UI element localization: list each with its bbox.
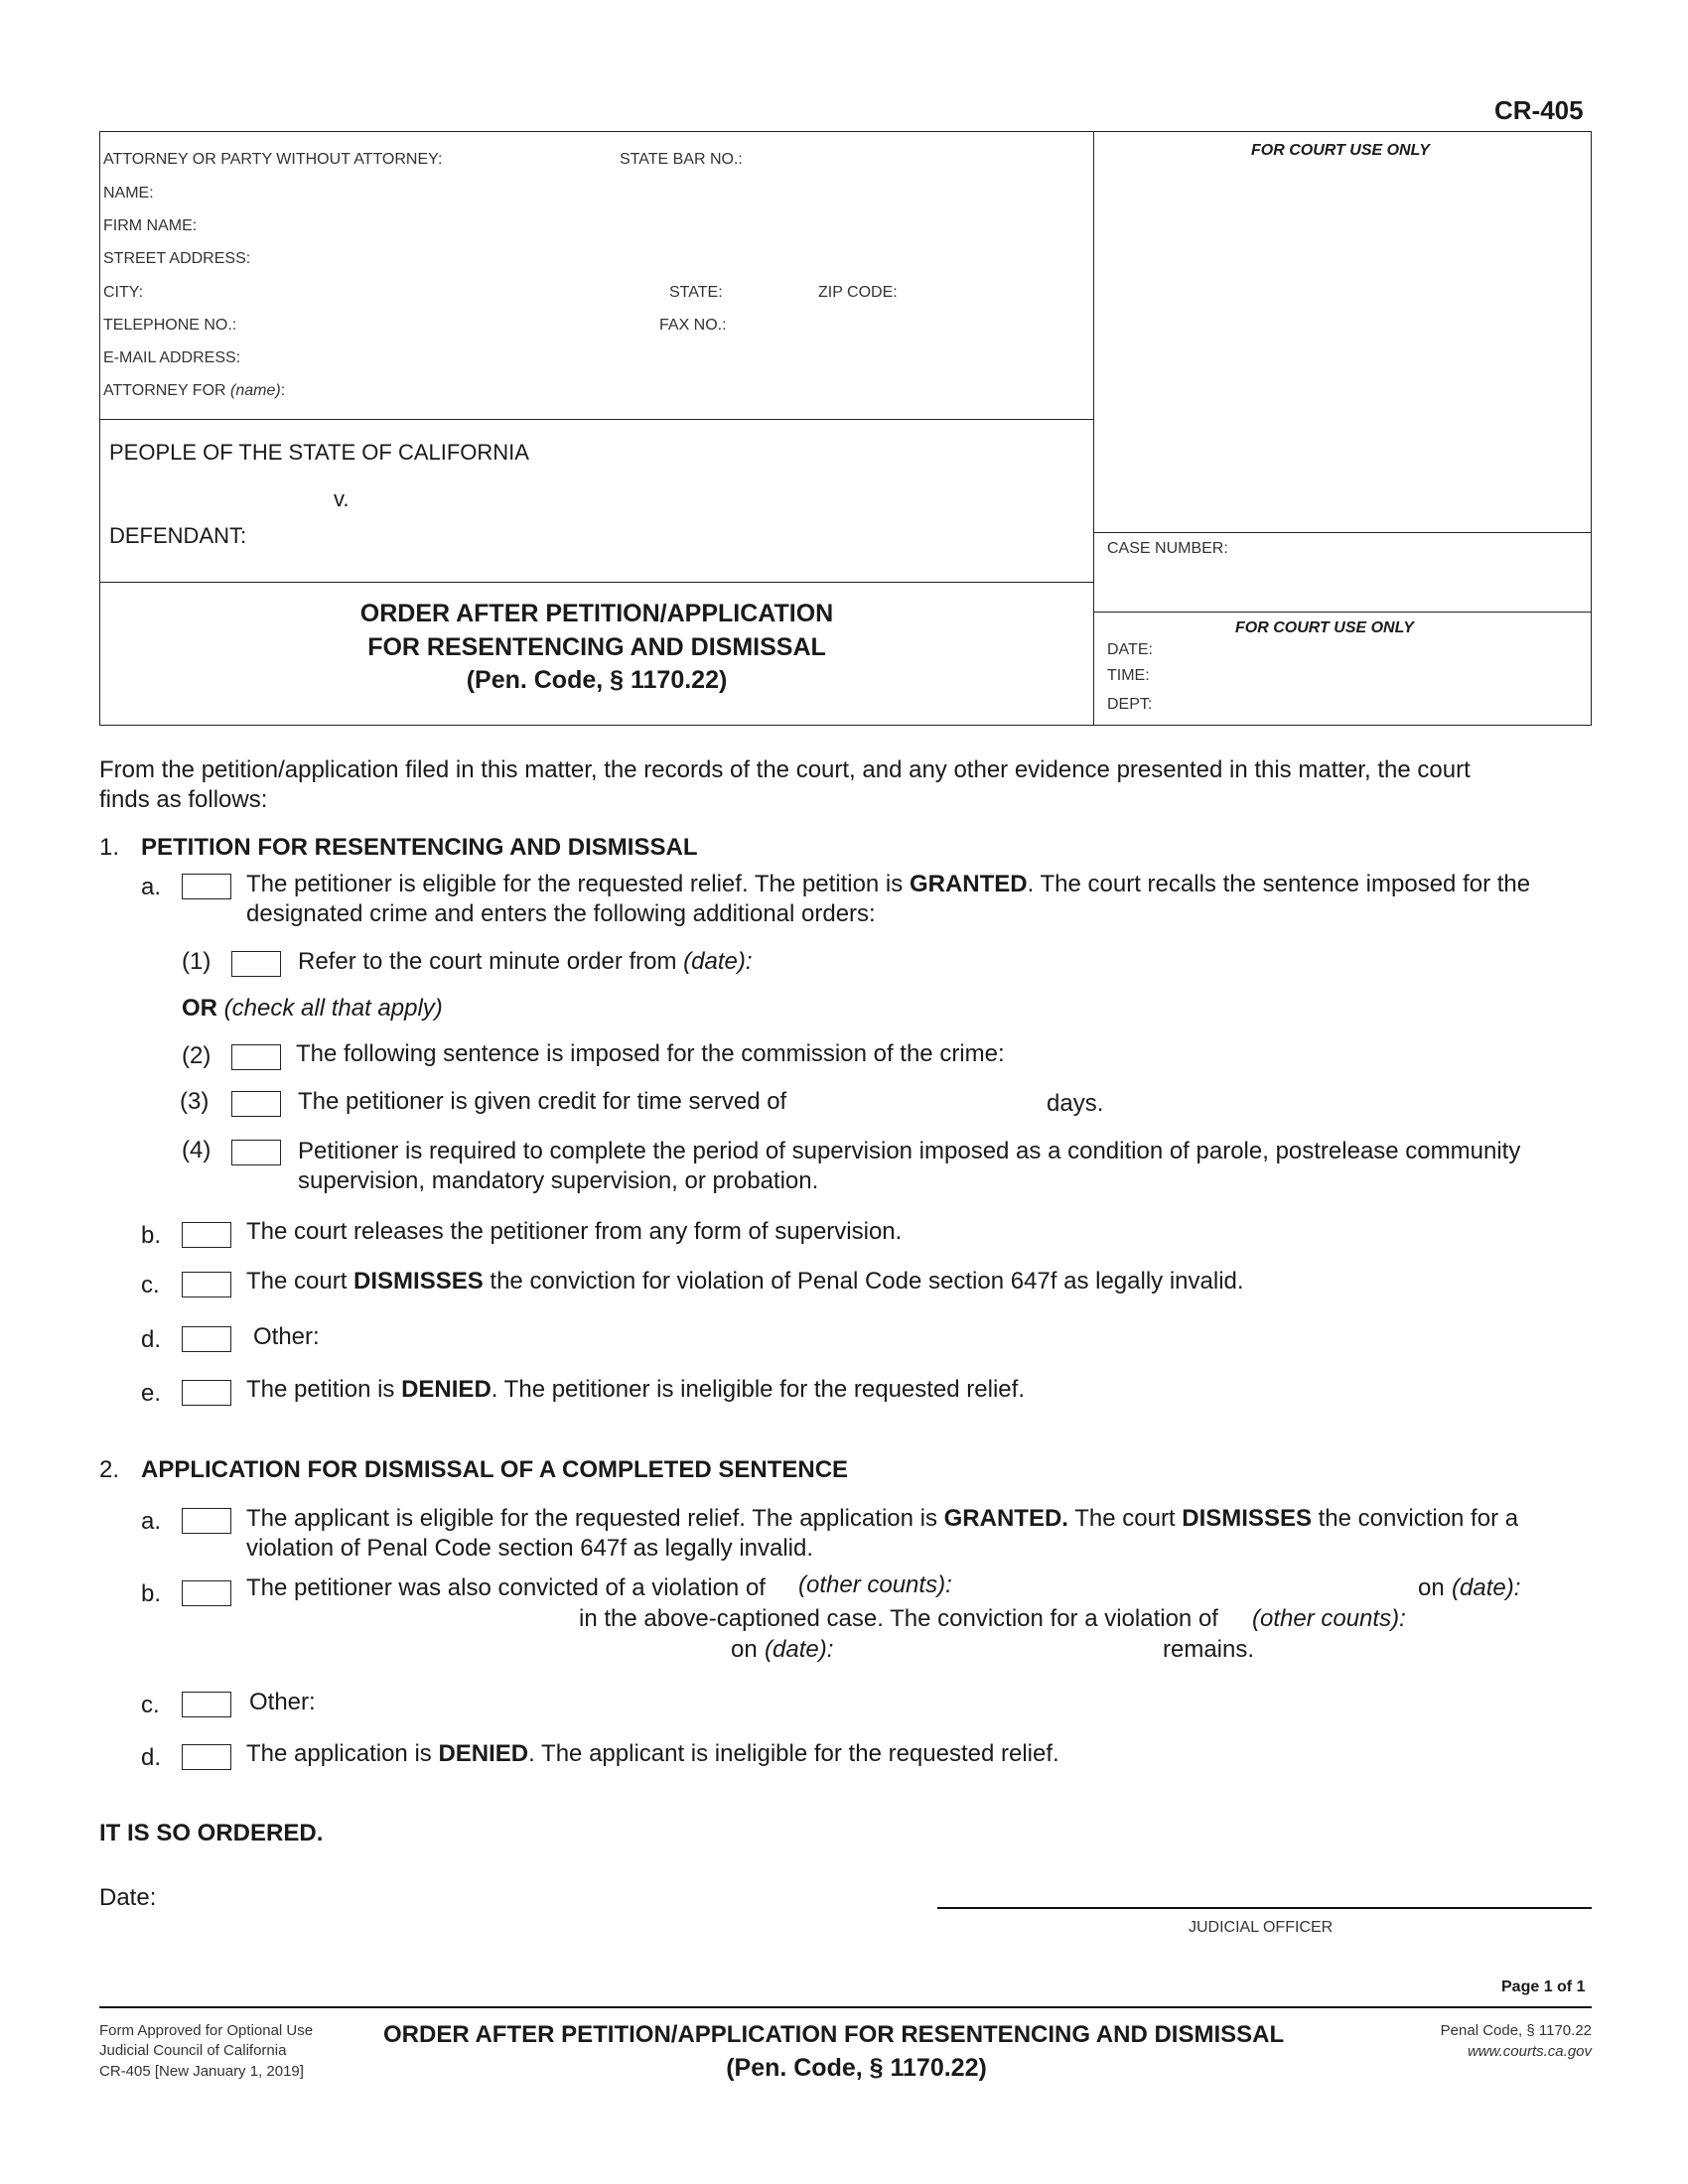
item-1a2-number: (2) [182, 1042, 211, 1069]
item-1b-checkbox[interactable] [182, 1222, 231, 1248]
attorney-for-label: ATTORNEY FOR (name): [103, 382, 286, 399]
signature-line[interactable] [937, 1907, 1592, 1909]
form-title-line-1: ORDER AFTER PETITION/APPLICATION [359, 600, 834, 627]
item-1d-text: Other: [253, 1323, 320, 1350]
item-1a-checkbox[interactable] [182, 874, 231, 899]
item-1e-text: The petition is DENIED. The petitioner is ineligible for the requested relief. [246, 1376, 1025, 1403]
item-2d-letter: d. [141, 1744, 162, 1771]
section-1-heading: PETITION FOR RESENTENCING AND DISMISSAL [141, 834, 698, 861]
footer-divider [99, 2006, 1592, 2008]
item-1b-text: The court releases the petitioner from any form of supervision. [246, 1218, 903, 1245]
item-1a4-text-1: Petitioner is required to complete the period of supervision imposed as a condition of parole, postrelease community [298, 1138, 1521, 1164]
footer-right-2[interactable]: www.courts.ca.gov [1467, 2043, 1592, 2060]
item-2a-text-2: violation of Penal Code section 647f as legally invalid. [246, 1535, 814, 1562]
item-1a3-text: The petitioner is given credit for time served of [298, 1088, 787, 1115]
court-use-only-label-2: FOR COURT USE ONLY [1235, 619, 1414, 636]
item-1e-checkbox[interactable] [182, 1380, 231, 1406]
city-label: CITY: [103, 284, 144, 301]
item-1a4-number: (4) [182, 1137, 211, 1163]
time-label: TIME: [1107, 667, 1150, 684]
form-title-line-3: (Pen. Code, § 1170.22) [466, 666, 728, 694]
item-1c-checkbox[interactable] [182, 1272, 231, 1297]
item-2b-checkbox[interactable] [182, 1580, 231, 1606]
item-2c-checkbox[interactable] [182, 1692, 231, 1717]
telephone-label: TELEPHONE NO.: [103, 317, 237, 334]
judicial-officer-label: JUDICIAL OFFICER [1189, 1919, 1334, 1936]
item-2b-letter: b. [141, 1580, 162, 1607]
defendant-label: DEFENDANT: [109, 523, 247, 548]
footer-title-2: (Pen. Code, § 1170.22) [726, 2054, 987, 2082]
item-1b-letter: b. [141, 1222, 162, 1249]
zip-code-label: ZIP CODE: [818, 284, 898, 301]
date-label: DATE: [1107, 641, 1153, 658]
section-2-heading: APPLICATION FOR DISMISSAL OF A COMPLETED SENTENCE [141, 1456, 849, 1483]
item-2b-text-2: in the above-captioned case. The conviction for a violation of [579, 1605, 1218, 1632]
item-1a3-days: days. [1047, 1090, 1104, 1117]
footer-left-3: CR-405 [New January 1, 2019] [99, 2063, 304, 2080]
item-2b-date-1: (date): [1452, 1574, 1521, 1601]
item-2a-letter: a. [141, 1508, 162, 1535]
item-2a-text-1: The applicant is eligible for the requested relief. The application is GRANTED. The court DISMISSES the conviction for a [246, 1505, 1519, 1532]
or-label: OR (check all that apply) [182, 995, 443, 1022]
intro-line-1: From the petition/application filed in this matter, the records of the court, and any other evidence presented in this matter, the court [99, 756, 1471, 783]
state-label: STATE: [669, 284, 723, 301]
item-2b-remains: remains. [1163, 1636, 1255, 1663]
footer-right-1: Penal Code, § 1170.22 [1440, 2022, 1592, 2039]
item-2b-on-1: on [1418, 1574, 1445, 1601]
so-ordered: IT IS SO ORDERED. [99, 1820, 324, 1846]
item-1a4-text-2: supervision, mandatory supervision, or probation. [298, 1167, 819, 1194]
footer-left-2: Judicial Council of California [99, 2042, 287, 2059]
item-2c-letter: c. [141, 1692, 160, 1718]
item-1a4-checkbox[interactable] [231, 1140, 281, 1165]
item-2c-text: Other: [249, 1689, 316, 1715]
footer-left-1: Form Approved for Optional Use [99, 2022, 314, 2039]
firm-name-label: FIRM NAME: [103, 217, 198, 234]
item-1a1-text: Refer to the court minute order from (date): [298, 948, 753, 975]
item-1a1-number: (1) [182, 948, 211, 975]
item-1a-text-1: The petitioner is eligible for the requested relief. The petition is GRANTED. The court recalls the sentence imposed for the [246, 871, 1531, 897]
item-2d-checkbox[interactable] [182, 1744, 231, 1770]
footer-title-1: ORDER AFTER PETITION/APPLICATION FOR RESENTENCING AND DISMISSAL [383, 2021, 1285, 2048]
item-2a-checkbox[interactable] [182, 1508, 231, 1534]
form-number: CR-405 [1494, 95, 1584, 125]
item-1a3-checkbox[interactable] [231, 1091, 281, 1117]
page-number: Page 1 of 1 [1501, 1979, 1586, 1995]
people-label: PEOPLE OF THE STATE OF CALIFORNIA [109, 440, 529, 465]
item-1e-letter: e. [141, 1380, 162, 1407]
section-2-number: 2. [99, 1456, 120, 1483]
versus-label: v. [334, 486, 350, 511]
fax-label: FAX NO.: [659, 317, 727, 334]
name-label: NAME: [103, 185, 154, 202]
form-title-line-2: FOR RESENTENCING AND DISMISSAL [367, 633, 826, 661]
item-2b-on-2: on [731, 1636, 758, 1663]
street-address-label: STREET ADDRESS: [103, 250, 251, 267]
item-1d-checkbox[interactable] [182, 1326, 231, 1352]
item-1c-text: The court DISMISSES the conviction for violation of Penal Code section 647f as legally invalid. [246, 1268, 1244, 1295]
item-1a2-text: The following sentence is imposed for the commission of the crime: [296, 1040, 1005, 1067]
section-1-number: 1. [99, 834, 120, 861]
item-1c-letter: c. [141, 1272, 160, 1298]
court-use-only-label: FOR COURT USE ONLY [1251, 142, 1430, 159]
item-1a3-number: (3) [180, 1088, 210, 1115]
item-2b-date-2: (date): [765, 1636, 834, 1663]
state-bar-label: STATE BAR NO.: [620, 151, 743, 168]
item-1d-letter: d. [141, 1326, 162, 1353]
item-2d-text: The application is DENIED. The applicant is ineligible for the requested relief. [246, 1740, 1059, 1767]
attorney-box [99, 131, 1094, 420]
email-label: E-MAIL ADDRESS: [103, 349, 241, 366]
item-1a2-checkbox[interactable] [231, 1044, 281, 1070]
item-2b-text-1: The petitioner was also convicted of a violation of [246, 1574, 766, 1601]
item-1a1-checkbox[interactable] [231, 951, 281, 977]
intro-line-2: finds as follows: [99, 786, 268, 813]
court-use-box [1093, 131, 1592, 533]
item-1a-letter: a. [141, 874, 162, 900]
item-1a-text-2: designated crime and enters the following additional orders: [246, 900, 876, 927]
dept-label: DEPT: [1107, 696, 1153, 713]
signature-date-label: Date: [99, 1884, 157, 1911]
item-2b-other-counts-2: (other counts): [1252, 1605, 1406, 1632]
attorney-label: ATTORNEY OR PARTY WITHOUT ATTORNEY: [103, 151, 443, 168]
item-2b-other-counts-1: (other counts): [798, 1571, 952, 1598]
case-number-label: CASE NUMBER: [1107, 540, 1228, 557]
